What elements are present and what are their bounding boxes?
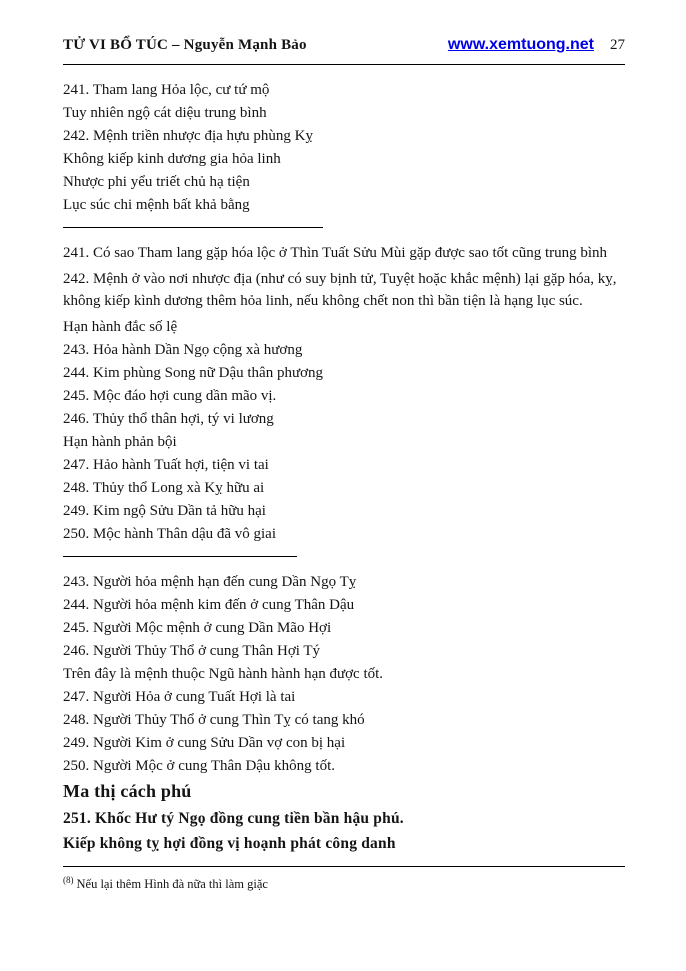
explanation-line: 241. Có sao Tham lang gặp hóa lộc ở Thìn Tuất Sửu Mùi gặp được sao tốt cũng trung bình — [63, 245, 608, 261]
explanation-line: 249. Người Kim ở cung Sửu Dần vợ con bị hại — [63, 735, 346, 751]
verse-line: 247. Hảo hành Tuất hợi, tiện vi tai — [63, 457, 269, 473]
header-right — [448, 36, 625, 54]
verse-line: 244. Kim phùng Song nữ Dậu thân phương — [63, 365, 324, 381]
explanation-line: Trên đây là mệnh thuộc Ngũ hành hành hạn được tốt. — [63, 666, 384, 682]
explanation-line: 246. Người Thủy Thổ ở cung Thân Hợi Tý — [63, 643, 321, 659]
verse-line: 245. Mộc đáo hợi cung dần mão vị. — [63, 388, 277, 404]
explanation-line: 244. Người hỏa mệnh kim đến ở cung Thân Dậu — [63, 597, 355, 613]
explanation-line: 250. Người Mộc ở cung Thân Dậu không tốt. — [63, 758, 336, 774]
section-divider — [63, 556, 297, 557]
explanation-section — [63, 245, 625, 542]
explanation-line: 245. Người Mộc mệnh ở cung Dần Mão Hợi — [63, 620, 332, 636]
page-number: 27 — [610, 37, 625, 53]
ma-thi-section — [63, 781, 625, 852]
footnote — [63, 873, 625, 892]
book-title: TỬ VI BỔ TÚC – Nguyễn Mạnh Bảo — [63, 37, 307, 53]
explanation-line: 248. Người Thủy Thổ ở cung Thìn Tỵ có tang khó — [63, 712, 365, 728]
verse-line: Không kiếp kinh dương gia hỏa linh — [63, 151, 281, 167]
explanation-line: 247. Người Hỏa ở cung Tuất Hợi là tai — [63, 689, 296, 705]
verse-line: 248. Thủy thổ Long xà Kỵ hữu ai — [63, 480, 265, 496]
explanation-paragraph: 242. Mệnh ở vào nơi nhược địa (như có suy bịnh tử, Tuyệt hoặc khắc mệnh) lại gặp hóa, kỵ, không kiếp kình dương thêm hỏa linh, nếu không chết non thì bần tiện là hạng lục súc. — [63, 271, 617, 309]
explanation-section-2 — [63, 574, 625, 774]
verse-line: 241. Tham lang Hỏa lộc, cư tứ mộ — [63, 82, 270, 98]
footnote-rule — [63, 866, 625, 867]
header-rule — [63, 64, 625, 65]
verse-line: 246. Thủy thổ thân hợi, tý vi lương — [63, 411, 274, 427]
explanation-line: Hạn hành phản bội — [63, 434, 177, 450]
verse-line: 242. Mệnh triền nhược địa hựu phùng Kỵ — [63, 128, 313, 144]
verse-line: Nhược phi yểu triết chủ hạ tiện — [63, 174, 250, 190]
verse-section-1 — [63, 82, 625, 213]
verse-line: 250. Mộc hành Thân dậu đã vô giai — [63, 526, 277, 542]
verse-line-bold: Kiếp không tỵ hợi đồng vị hoạnh phát công danh — [63, 835, 396, 852]
explanation-line: Hạn hành đắc số lệ — [63, 319, 178, 335]
page-header — [63, 36, 625, 54]
explanation-line: 243. Người hỏa mệnh hạn đến cung Dần Ngọ Tỵ — [63, 574, 357, 590]
section-divider — [63, 227, 323, 228]
section-heading: Ma thị cách phú — [63, 781, 192, 801]
verse-line: Lục súc chi mệnh bất khả bằng — [63, 197, 250, 213]
footnote-marker: (8) — [63, 875, 74, 885]
verse-line-bold: 251. Khốc Hư tý Ngọ đồng cung tiền bần hậu phú. — [63, 810, 404, 827]
verse-line: Tuy nhiên ngộ cát diệu trung bình — [63, 105, 267, 121]
verse-line: 249. Kim ngộ Sửu Dần tả hữu hại — [63, 503, 266, 519]
footnote-text: Nếu lại thêm Hình đà nữa thì làm giặc — [76, 877, 268, 892]
verse-line: 243. Hỏa hành Dần Ngọ cộng xà hương — [63, 342, 303, 358]
site-link[interactable]: www.xemtuong.net — [447, 36, 594, 53]
